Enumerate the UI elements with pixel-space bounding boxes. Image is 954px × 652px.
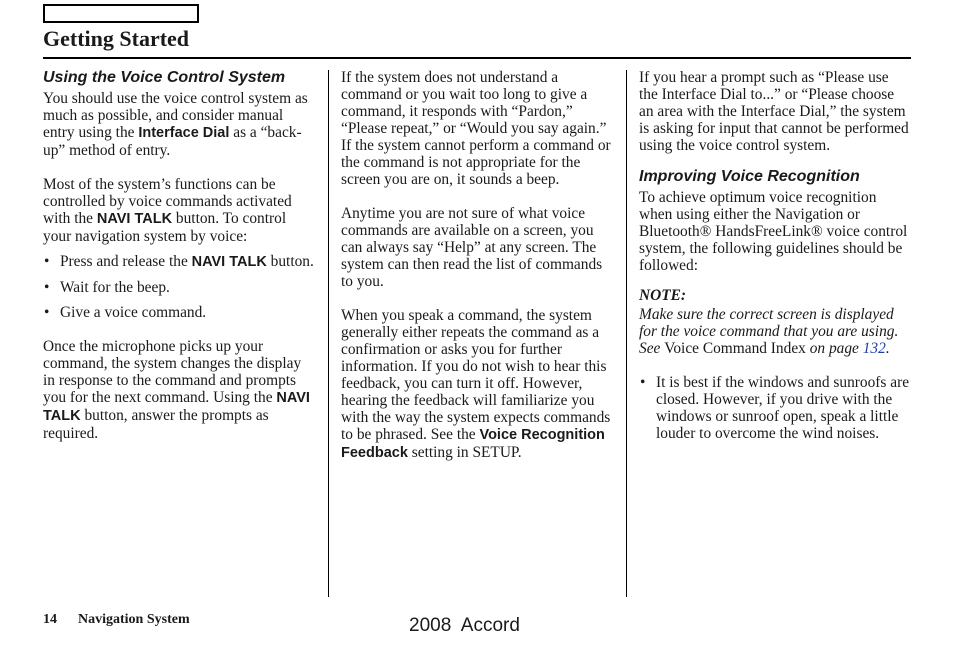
- text: Once the microphone picks up your command, the system changes the display in response to the command and prompts you for the next command. Using the: [43, 338, 302, 406]
- text: Voice Command Index: [664, 340, 806, 357]
- column-divider-1: [328, 70, 329, 597]
- text: Most of the system’s functions can be controlled by voice commands activated with the: [43, 176, 292, 227]
- text: It is best if the windows and sunroofs are closed. However, if you drive with the windows or sunroof open, speak a little louder to overcome the wind noises.: [656, 374, 910, 442]
- text: button, answer the prompts as required.: [43, 407, 269, 442]
- heading-improving-voice-recognition: Improving Voice Recognition: [639, 168, 860, 185]
- text: as a “back-up” method of entry.: [43, 124, 302, 159]
- list-item: [43, 279, 315, 296]
- paragraph: If the system does not understand a command or you wait too long to give a command, it responds with “Pardon,” “Please repeat,” or “Would you say again.” If the system cannot perform a command or the command is not appropriate for the screen you are on, it sounds a beep.: [341, 69, 611, 188]
- column-divider-2: [626, 70, 627, 597]
- list-item: [639, 374, 911, 442]
- text: Give a voice command.: [60, 304, 207, 321]
- text: Make sure the correct screen is displayed for the voice command that you are using. See: [639, 306, 899, 357]
- footer-model: 2008 Accord: [409, 615, 520, 636]
- paragraph: If you hear a prompt such as “Please use the Interface Dial to...” or “Please choose an area with the Interface Dial,” the system is asking for input that cannot be performed using the voice control system.: [639, 69, 909, 154]
- paragraph: To achieve optimum voice recognition when using either the Navigation or Bluetooth® HandsFreeLink® voice control system, the following guidelines should be followed:: [639, 189, 908, 274]
- control-name-interface-dial: Interface Dial: [138, 125, 230, 141]
- paragraph: [341, 307, 613, 462]
- paragraph: [43, 338, 315, 442]
- column-3: [639, 69, 911, 442]
- text: You should use the voice control system as much as possible, and consider manual entry using the: [43, 90, 308, 141]
- setting-name-voice-recognition-feedback: Voice Recognition Feedback: [341, 427, 605, 461]
- paragraph: Anytime you are not sure of what voice commands are available on a screen, you can always say “Help” at any screen. The system can then read the list of commands to you.: [341, 205, 603, 290]
- control-name-navi-talk: NAVI TALK: [96, 211, 173, 227]
- text: button.: [266, 253, 314, 270]
- footer-section: Navigation System: [78, 612, 190, 627]
- list-item: [43, 253, 315, 271]
- text: button. To control your navigation system by voice:: [43, 210, 287, 245]
- paragraph: [43, 90, 315, 159]
- page-number: 14: [43, 612, 57, 627]
- text: .: [885, 340, 890, 357]
- text: Press and release the: [60, 253, 192, 270]
- bullet-list: [639, 374, 911, 442]
- header-tab-box: [43, 4, 199, 23]
- column-1: [43, 69, 315, 442]
- control-name-navi-talk: NAVI TALK: [191, 254, 267, 270]
- note-text: [639, 306, 911, 357]
- text: Wait for the beep.: [60, 279, 170, 296]
- list-item: [43, 304, 315, 321]
- text: When you speak a command, the system generally either repeats the command as a confirmation or asks you for further information. If you do not wish to hear this feedback, you can turn it off. However, hearing the feedback will familiarize you with the way the system expects commands to be phrased. See the: [341, 307, 611, 443]
- header-rule: [43, 57, 911, 59]
- text: on page: [805, 340, 863, 357]
- note-label: NOTE:: [639, 287, 687, 304]
- page-link[interactable]: 132: [862, 340, 886, 357]
- bullet-list: [43, 253, 315, 321]
- column-2: [341, 69, 613, 462]
- control-name-navi-talk: NAVI TALK: [43, 390, 310, 424]
- paragraph: [43, 176, 315, 245]
- section-title: Getting Started: [43, 26, 190, 51]
- text: setting in SETUP.: [407, 444, 522, 461]
- heading-voice-control: Using the Voice Control System: [43, 69, 286, 86]
